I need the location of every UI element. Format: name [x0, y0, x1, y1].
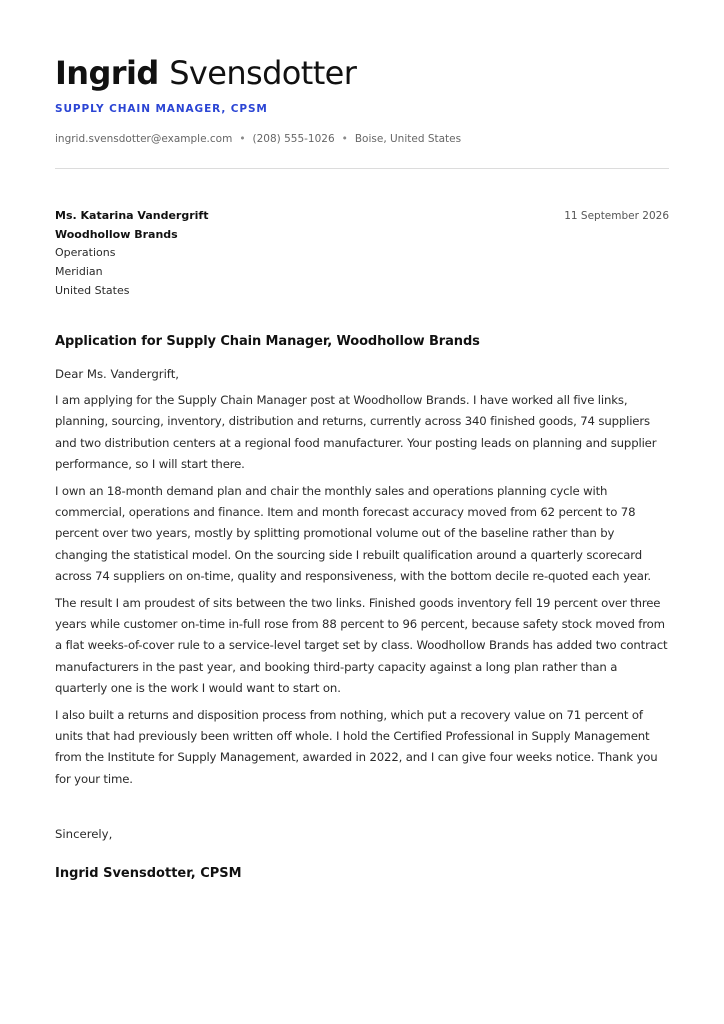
contact-email: ingrid.svensdotter@example.com [55, 133, 233, 145]
body-paragraph: I own an 18-month demand plan and chair the monthly sales and operations planning cycle with commercial, operations and finance. Item and month forecast accuracy moved from 62 percent to 78 percent over two years, mostly by splitting promotional volume out of the baseline rather than by changing the statistical model. On the sourcing side I rebuilt qualification around a quarterly scorecard across 74 suppliers on on-time, quality and responsiveness, with the bottom decile re-quoted each year. [55, 483, 651, 584]
recipient-name: Ms. Katarina Vandergrift [55, 209, 209, 222]
recipient-country: United States [55, 283, 130, 297]
body-paragraph: I also built a returns and disposition process from nothing, which put a recovery value on 71 percent of units that had previously been written off whole. I hold the Certified Professional in Supply Management from the Institute for Supply Management, awarded in 2022, and I can give four weeks notice. Thank you for your time. [55, 707, 658, 786]
contact-separator: • [239, 133, 246, 145]
contact-location: Boise, United States [354, 133, 462, 145]
closing: Sincerely, [55, 827, 113, 842]
applicant-first-name: Ingrid [55, 54, 159, 92]
applicant-last-name: Svensdotter [169, 54, 357, 92]
body-paragraph: The result I am proudest of sits between the two links. Finished goods inventory fell 19 percent over three years while customer on-time in-full rose from 88 percent to 96 percent, because safety stock moved from a flat weeks-of-cover rule to a service-level target set by class. Woodhollow Brands has added two contract manufacturers in the past year, and booking third-party capacity against a long plan rather than a quarterly one is the work I would want to start on. [55, 595, 668, 696]
recipient-company: Woodhollow Brands [55, 227, 178, 241]
contact-phone: (208) 555-1026 [252, 133, 335, 145]
letter-subject: Application for Supply Chain Manager, Woodhollow Brands [55, 333, 480, 349]
header-divider [55, 168, 669, 169]
contact-separator: • [341, 133, 348, 145]
applicant-name [55, 50, 669, 96]
recipient-city: Meridian [55, 265, 103, 279]
applicant-role: SUPPLY CHAIN MANAGER, CPSM [55, 103, 268, 115]
recipient-department: Operations [55, 246, 116, 260]
recipient-block [55, 207, 208, 301]
signature: Ingrid Svensdotter, CPSM [55, 866, 242, 882]
body-paragraph: I am applying for the Supply Chain Manager post at Woodhollow Brands. I have worked all five links, planning, sourcing, inventory, distribution and returns, currently across 340 finished goods, 74 suppliers and two distribution centers at a regional food manufacturer. Your posting leads on planning and supplier performance, so I will start there. [55, 392, 657, 472]
letter-meta [55, 207, 669, 301]
letter-date: 11 September 2026 [564, 210, 669, 222]
salutation: Dear Ms. Vandergrift, [55, 366, 180, 381]
contact-line [55, 132, 669, 146]
